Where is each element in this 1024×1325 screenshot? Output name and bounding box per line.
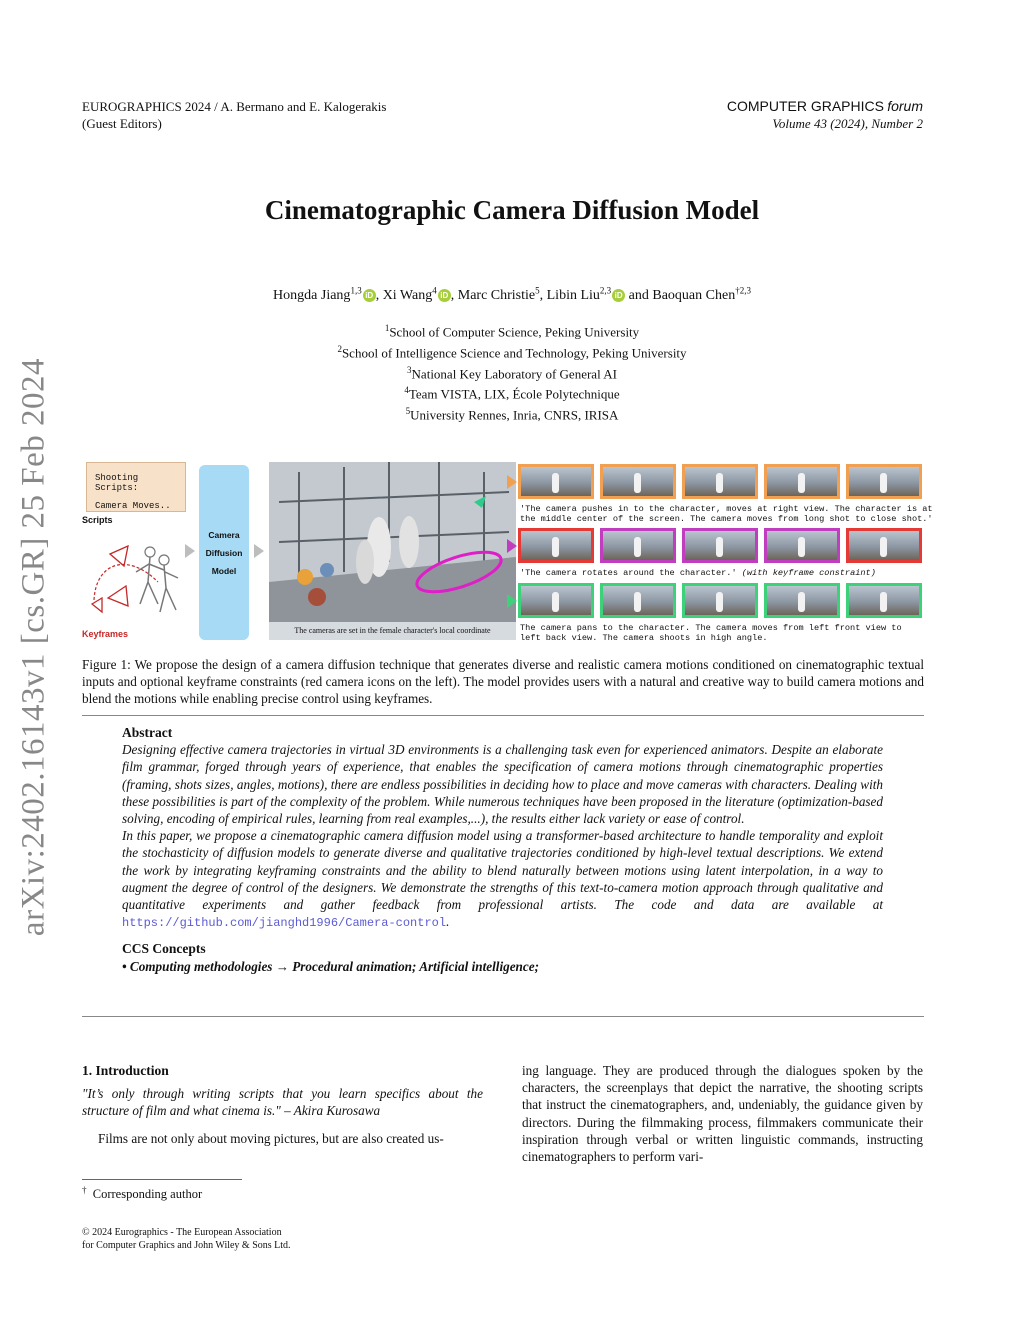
footnote: † Corresponding author: [82, 1185, 203, 1202]
shooting-script-scroll: Shooting Scripts: Camera Moves..: [86, 462, 186, 512]
3d-scene-render: [269, 462, 516, 640]
right-column: [522, 1062, 923, 1165]
author: Marc Christie$^5$,: [457, 285, 547, 303]
row2-pointer-icon: [507, 539, 517, 553]
scene-illustration: [269, 462, 516, 622]
keyframe-thumbnail: [518, 528, 594, 563]
running-header-left: [82, 98, 386, 132]
camera-keyframe-icon: [92, 598, 102, 612]
camera-keyframe-icon: [108, 586, 128, 606]
frame-thumbnail: [682, 528, 758, 563]
scene-caption: The cameras are set in the female character's local coordinate: [269, 622, 516, 640]
abstract-paragraph-2: In this paper, we propose a cinematographic camera diffusion model using a transformer-based architecture to handle temporality and exploit the stochasticity of diffusion models to generate diverse and qualitative trajectories conditioned by high-level textual descriptions. We extend the work by integrating keyframing constraints and the ability to blend naturally between motions using latent interpolation, in a way to augment the degree of control of the designers. We demonstrate the strengths of this text-to-camera motion approach through qualitative and quantitative experiments and gather feedback from professional artists. The code and data are available at https://github.com/jianghd1996/Camera-control.: [122, 828, 883, 931]
scripts-label: Scripts: [82, 515, 113, 525]
row1-pointer-icon: [507, 475, 517, 489]
volume-line: Volume 43 (2024), Number 2: [772, 116, 923, 131]
keyframe-illustration: [88, 542, 184, 628]
frame-thumbnail: [518, 583, 594, 618]
arrow-icon: [254, 544, 264, 558]
figure-1: [82, 462, 933, 643]
running-header-right: [727, 98, 923, 132]
journal-name-italic: forum: [887, 98, 923, 114]
orcid-icon[interactable]: iD: [363, 289, 376, 302]
footnote-rule: [82, 1179, 242, 1180]
affiliation: $^1$School of Computer Science, Peking University: [384, 323, 640, 340]
frame-thumbnail: [600, 583, 676, 618]
frame-thumbnail: [518, 464, 594, 499]
frame-thumbnail: [600, 464, 676, 499]
row2-text: 'The camera rotates around the character.' (with keyframe constraint): [520, 568, 876, 578]
frame-thumbnail: [600, 528, 676, 563]
frame-thumbnail: [846, 583, 922, 618]
intro-paragraph-start: Films are not only about moving pictures, but are also created us-: [98, 1130, 444, 1146]
section-heading-introduction: 1. Introduction: [82, 1063, 169, 1078]
affiliation: $^2$School of Intelligence Science and Technology, Peking University: [337, 343, 687, 361]
left-column: [82, 1062, 483, 1147]
author: Hongda Jiang$^{1,3}$iD ,: [273, 285, 383, 303]
frame-thumbnail: [846, 464, 922, 499]
affiliation: $^3$National Key Laboratory of General AI: [407, 364, 617, 381]
affiliation-list: [0, 320, 1024, 424]
arxiv-id: arXiv:2402.16143v1 [cs.GR] 25 Feb 2024: [15, 357, 52, 937]
journal-name: COMPUTER GRAPHICS: [726, 98, 884, 114]
frame-thumbnail: [764, 528, 840, 563]
intro-paragraph-continued: ing language. They are produced through the dialogues spoken by the characters, the screenplays that depict the narrative, the shooting scripts that instruct the cinematographers, and, undeniably, the guidance given by directors. During the filmmaking process, filmmakers communicate their inspiration through verbal or written linguistic commands, instructing cinematographers to perform vari-: [522, 1063, 923, 1165]
affiliation: $^5$University Rennes, Inria, CNRS, IRISA: [405, 406, 619, 423]
ccs-concepts: [122, 940, 883, 974]
row3-pointer-icon: [507, 594, 517, 608]
conference-line: EUROGRAPHICS 2024 / A. Bermano and E. Kalogerakis: [82, 99, 387, 114]
row3-text: The camera pans to the character. The camera moves from left front view to left back view. The camera shoots in high angle.: [520, 623, 902, 643]
frame-thumbnail: [682, 464, 758, 499]
author: Xi Wang$^4$iD ,: [382, 285, 458, 303]
camera-keyframe-icon: [110, 546, 128, 566]
abstract-paragraph-1: Designing effective camera trajectories in virtual 3D environments is a challenging task even for experienced animators. Despite an elaborate film grammar, forged through years of experience, that enables the specification of camera motions through cinematographic properties (framing, shots sizes, angles, motions), there are endless possibilities in deciding how to place and move cameras with characters. Dealing with these possibilities is part of the complexity of the problem. While numerous techniques have been proposed in the literature (optimization-based solving, encoding of empirical rules, learning from real examples,...), the results either lack variety or ease of control.: [122, 742, 883, 827]
affiliation: $^4$Team VISTA, LIX, École Polytechnique: [404, 385, 620, 402]
arxiv-stamp: [8, 355, 60, 940]
figure-caption: Figure 1: We propose the design of a camera diffusion technique that generates diverse and realistic camera motions conditioned on cinematographic textual inputs and optional keyframe constraints (red camera icons on the left). The model provides users with a natural and creative way to build camera motions and blend the motions while enabling precise control using keyframes.: [82, 657, 924, 706]
orcid-icon[interactable]: iD: [612, 289, 625, 302]
frame-thumbnail: [764, 464, 840, 499]
frame-thumbnail: [764, 583, 840, 618]
arrow-icon: [185, 544, 195, 558]
ccs-heading: CCS Concepts: [122, 941, 206, 957]
divider: [82, 1016, 924, 1017]
row1-text: 'The camera pushes in to the character, moves at right view. The character is at the middle center of the screen. The camera moves from long shot to close shot.': [520, 504, 933, 524]
orcid-icon[interactable]: iD: [438, 289, 451, 302]
epigraph-quote: "It’s only through writing scripts that you learn specifics about the structure of film and what cinema is." – Akira Kurosawa: [82, 1086, 483, 1119]
paper-title: Cinematographic Camera Diffusion Model: [264, 195, 760, 225]
author: Baoquan Chen$^{\dagger 2,3}$: [652, 285, 751, 303]
author: Libin Liu$^{2,3}$iD and: [546, 285, 653, 303]
copyright-notice: © 2024 Eurographics - The European Association for Computer Graphics and John Wiley & Sons Ltd.: [82, 1227, 291, 1251]
abstract-section: [122, 724, 883, 975]
camera-diffusion-model-block: Camera Diffusion Model: [199, 465, 249, 640]
author-list: [0, 285, 1024, 304]
guest-editors-line: (Guest Editors): [82, 116, 162, 131]
keyframe-thumbnail: [846, 528, 922, 563]
keyframes-label: Keyframes: [82, 629, 129, 639]
frame-thumbnail: [682, 583, 758, 618]
ccs-line: • Computing methodologies → Procedural animation; Artificial intelligence;: [122, 958, 539, 974]
code-link[interactable]: https://github.com/jianghd1996/Camera-control: [122, 916, 447, 931]
abstract-heading: Abstract: [122, 725, 173, 740]
divider: [82, 715, 924, 716]
